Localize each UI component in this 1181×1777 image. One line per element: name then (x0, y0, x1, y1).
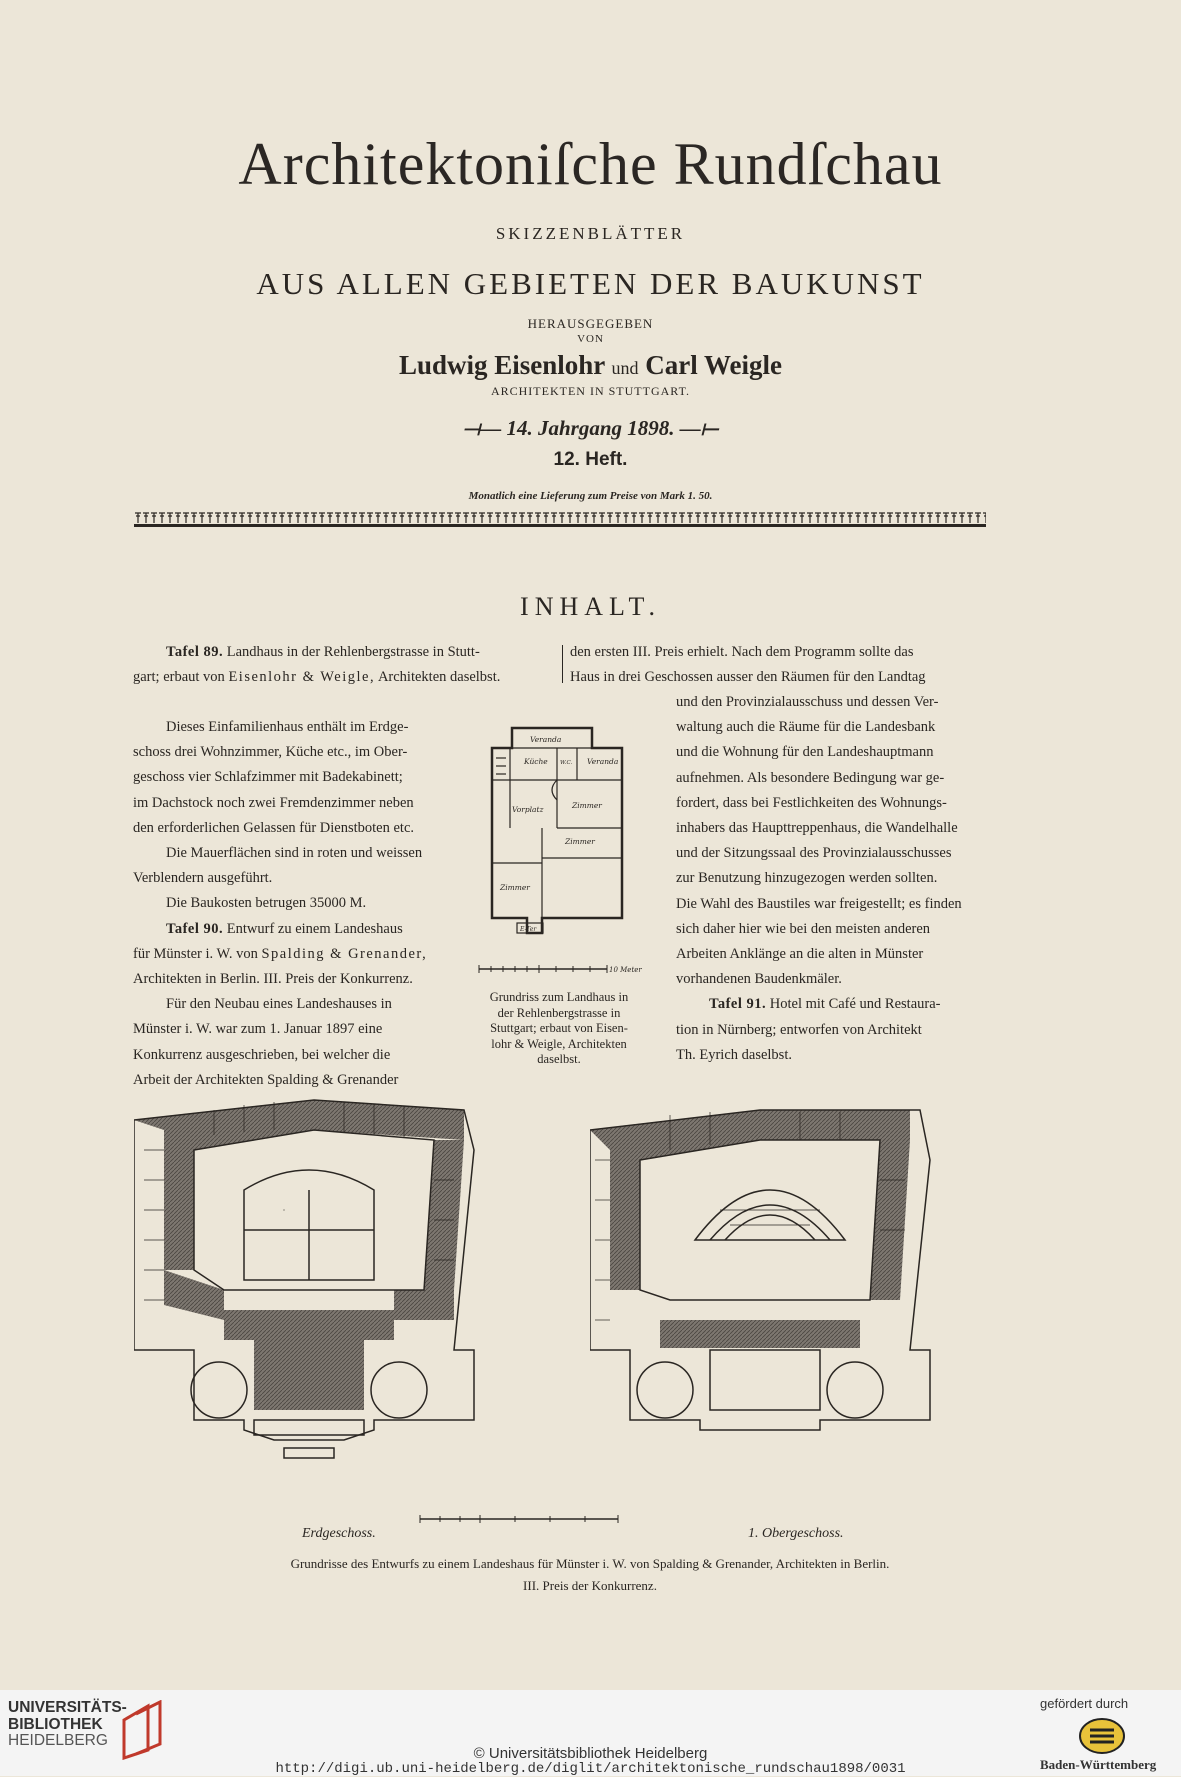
left-column-text (133, 715, 441, 1093)
caption-line: Grundrisse des Entwurfs zu einem Landeshaus für Münster i. W. von Spalding & Grenander, Architekten in Berlin. (200, 1553, 980, 1575)
subtitle-skizzenblaetter: SKIZZENBLÄTTER (0, 224, 1181, 244)
text-line: Arbeiten Anklänge an die alten in Münster (676, 942, 987, 967)
text-line: waltung auch die Räume für die Landesbank (676, 715, 987, 740)
landhaus-floor-plan (482, 718, 638, 964)
tafel-91-label: Tafel 91. (709, 996, 766, 1012)
funder-name: Baden-Württemberg (1040, 1757, 1156, 1773)
baden-wuerttemberg-coat-of-arms-icon (1076, 1716, 1128, 1756)
von-label: VON (0, 333, 1181, 345)
library-line: HEIDELBERG (8, 1733, 127, 1750)
text-line: im Dachstock noch zwei Fremdenzimmer neben (133, 791, 441, 816)
room-label: Zimmer (571, 801, 602, 810)
scale-bar (418, 1512, 622, 1526)
contents-heading: INHALT. (0, 592, 1181, 622)
figure-2-caption (200, 1553, 980, 1597)
architects-line: ARCHITEKTEN IN STUTTGART. (0, 384, 1181, 399)
jahrgang (0, 416, 1181, 441)
copyright-notice: © Universitätsbibliothek Heidelberg (0, 1745, 1181, 1762)
text-line: Dieses Einfamilienhaus enthält im Erdge- (133, 715, 441, 740)
text-line: geschoss vier Schlafzimmer mit Badekabinett; (133, 765, 441, 790)
room-label: Zimmer (499, 883, 530, 892)
text-line: Für den Neubau eines Landeshauses in (133, 992, 441, 1017)
caption-line: der Rehlenbergstrasse in (468, 1006, 650, 1022)
room-label: Zimmer (564, 837, 595, 846)
room-label: Vorplatz (512, 805, 544, 814)
erdgeschoss-floor-plan (134, 1090, 538, 1510)
text-line: Haus in drei Geschossen ausser den Räumen für den Landtag (570, 665, 987, 690)
tafel-89-authors: Eisenlohr & Weigle, (228, 669, 375, 685)
herausgegeben-label: HERAUSGEGEBEN (0, 316, 1181, 332)
editor-2: Carl Weigle (645, 350, 782, 380)
text-line: Hotel mit Café und Restaura- (770, 996, 941, 1012)
text-line: Konkurrenz ausgeschrieben, bei welcher die (133, 1043, 441, 1068)
library-line: BIBLIOTHEK (8, 1717, 127, 1734)
text-line: inhabers das Haupttreppenhaus, die Wandelhalle (676, 816, 987, 841)
text-line: fordert, dass bei Festlichkeiten des Wohnungs- (676, 791, 987, 816)
text-line: den erforderlichen Gelassen für Dienstboten etc. (133, 816, 441, 841)
room-label: Veranda (530, 735, 561, 744)
und-label: und (612, 358, 639, 378)
text-line: zur Benutzung hinzugezogen werden sollten. (676, 866, 987, 891)
text-line: Die Wahl des Baustiles war freigestellt; es finden (676, 892, 987, 917)
text-line: Verblendern ausgeführt. (133, 866, 441, 891)
figure-1-caption (468, 990, 650, 1068)
library-name (8, 1700, 127, 1750)
tafel-90-line: Entwurf zu einem Landeshaus (227, 921, 403, 937)
tafel-89-line: Landhaus in der Rehlenbergstrasse in Stutt- (227, 644, 480, 660)
caption-line: Grundriss zum Landhaus in (468, 990, 650, 1006)
caption-line: daselbst. (468, 1052, 650, 1068)
text-line: und den Provinzialausschuss und dessen Ver- (676, 690, 987, 715)
caption-line: lohr & Weigle, Architekten (468, 1037, 650, 1053)
tafel-89-label: Tafel 89. (166, 644, 223, 660)
ornament-left-icon: ⟞— (463, 416, 501, 440)
right-column-text (676, 690, 987, 1068)
text-line: Th. Eyrich daselbst. (676, 1043, 987, 1068)
tafel-89-line: gart; erbaut von (133, 669, 225, 685)
editor-1: Ludwig Eisenlohr (399, 350, 605, 380)
room-label: W.C. (560, 760, 572, 766)
library-line: UNIVERSITÄTS- (8, 1700, 127, 1717)
text-line: sich daher hier wie bei den meisten anderen (676, 917, 987, 942)
text-line: tion in Nürnberg; entworfen von Architekt (676, 1018, 987, 1043)
text-line: aufnehmen. Als besondere Bedingung war ge- (676, 766, 987, 791)
text-line: Münster i. W. war zum 1. Januar 1897 eine (133, 1017, 441, 1042)
text-line: Architekten in Berlin. III. Preis der Konkurrenz. (133, 967, 441, 992)
text-line: und die Wohnung für den Landeshauptmann (676, 740, 987, 765)
text-line: vorhandenen Baudenkmäler. (676, 967, 987, 992)
room-label: E-Ter (519, 926, 537, 933)
subtitle-baukunst: AUS ALLEN GEBIETEN DER BAUKUNST (0, 266, 1181, 302)
jahrgang-text: 14. Jahrgang 1898. (506, 416, 674, 440)
delivery-note: Monatlich eine Lieferung zum Preise von Mark 1. 50. (0, 490, 1181, 502)
right-column-top (570, 640, 987, 690)
text-line: Die Mauerflächen sind in roten und weissen (133, 841, 441, 866)
text-line: und der Sitzungssaal des Provinzialausschusses (676, 841, 987, 866)
tafel-89-entry (133, 640, 554, 690)
text-line: Die Baukosten betrugen 35000 M. (133, 891, 441, 916)
journal-title: Architektoniſche Rundſchau (0, 130, 1181, 199)
column-divider (562, 645, 563, 683)
plan-label-obergeschoss: 1. Obergeschoss. (748, 1526, 844, 1542)
tafel-90-label: Tafel 90. (166, 921, 223, 937)
text-line: Arbeit der Architekten Spalding & Grenander (133, 1068, 441, 1093)
tafel-89-line: Architekten daselbst. (378, 669, 500, 685)
funded-by-label: gefördert durch (1040, 1696, 1128, 1711)
caption-line: III. Preis der Konkurrenz. (200, 1575, 980, 1597)
ornament-right-icon: —⟝ (680, 416, 718, 440)
plan-label-erdgeschoss: Erdgeschoss. (302, 1526, 376, 1542)
ornamental-border (134, 510, 986, 530)
room-label: Küche (523, 757, 548, 766)
tafel-90-authors: Spalding & Grenander, (261, 946, 427, 962)
caption-line: Stuttgart; erbaut von Eisen- (468, 1021, 650, 1037)
heft-number: 12. Heft. (0, 449, 1181, 471)
scale-label: 10 Meter (609, 966, 642, 974)
source-url-link[interactable]: http://digi.ub.uni-heidelberg.de/diglit/architektonische_rundschau1898/0031 (0, 1761, 1181, 1777)
text-line: schoss drei Wohnzimmer, Küche etc., im Ober- (133, 740, 441, 765)
room-label: Veranda (587, 757, 618, 766)
editors (0, 350, 1181, 381)
text-line: für Münster i. W. von (133, 946, 258, 962)
scale-bar (477, 962, 647, 976)
text-line: den ersten III. Preis erhielt. Nach dem Programm sollte das (570, 640, 987, 665)
obergeschoss-floor-plan (590, 1090, 992, 1510)
